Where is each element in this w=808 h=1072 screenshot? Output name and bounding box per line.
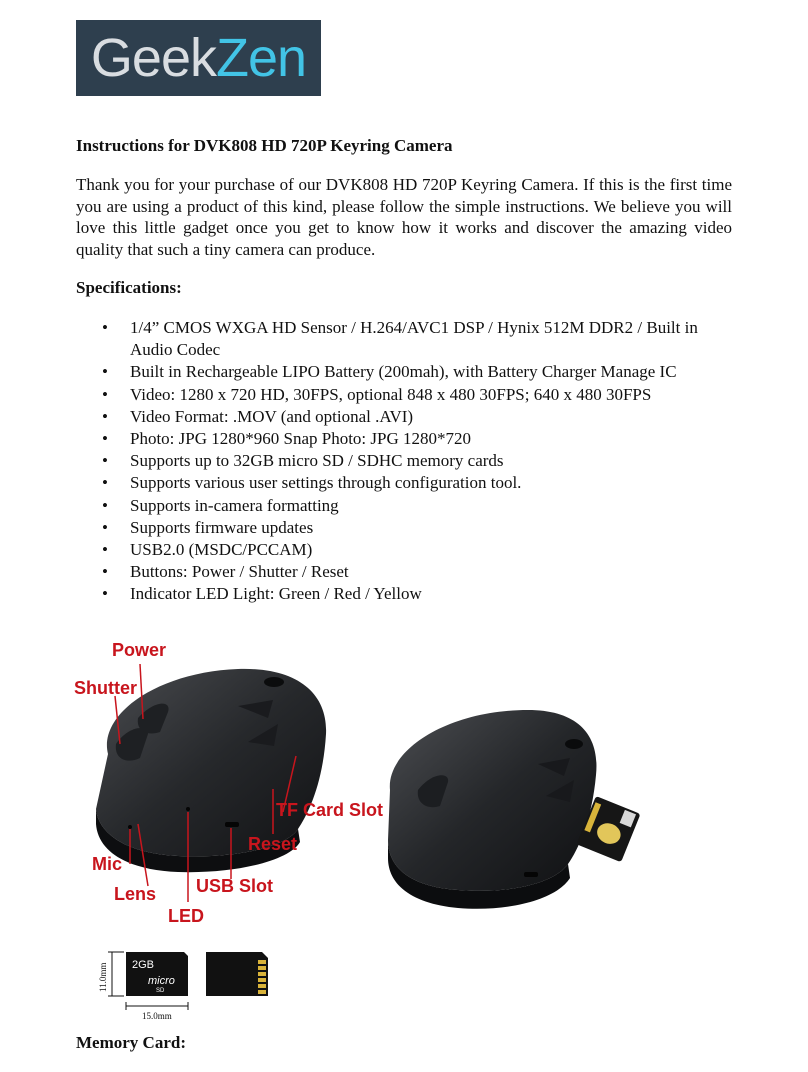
microsd-card-front [126,952,188,996]
card-capacity: 2GB [132,959,155,971]
specifications-list [76,317,736,606]
memory-card-heading: Memory Card: [76,1033,186,1052]
callout-mic: Mic [92,854,123,874]
callout-usb-slot: USB Slot [196,876,274,896]
spec-item-text: Buttons: Power / Shutter / Reset [130,562,349,582]
document-title: Instructions for DVK808 HD 720P Keyring Camera [76,136,453,155]
spec-item [76,583,736,605]
spec-item [76,495,736,517]
memory-card-illustration [96,944,286,1024]
spec-item [76,472,736,494]
callout-reset: Reset [248,834,298,854]
spec-item [76,384,736,406]
callout-shutter: Shutter [74,678,137,698]
callout-lens: Lens [114,884,157,904]
spec-item [76,428,736,450]
callout-tf-card-slot: TF Card Slot [276,800,383,820]
logo-text-zen: Zen [216,28,307,88]
bullet-icon: • [102,429,108,449]
bullet-icon: • [102,584,108,604]
spec-item-text: Video Format: .MOV (and optional .AVI) [130,406,414,426]
spec-item-text: Supports firmware updates [130,517,314,537]
card-brand-sub: SD [156,988,165,994]
spec-item [76,561,736,583]
bullet-icon: • [102,540,108,560]
height-label: 11.0mm [98,962,108,992]
keyring-hole [565,739,583,749]
width-label: 15.0mm [142,1011,172,1021]
spec-item [76,317,736,361]
memory-card-dimensions [96,944,286,1024]
usb-slot-shape [524,872,538,877]
spec-item-text: Supports various user settings through configuration tool. [130,473,522,493]
spec-item [76,450,736,472]
spec-item-text: Photo: JPG 1280*960 Snap Photo: JPG 1280*720 [130,429,471,449]
logo-text-geek: Geek [90,28,216,88]
camera-diagram [68,634,408,934]
spec-item [76,539,736,561]
spec-item-text: Video: 1280 x 720 HD, 30FPS, optional 848 x 480 30FPS; 640 x 480 30FPS [130,384,652,404]
spec-item [76,361,736,383]
geekzen-logo [76,20,321,96]
bullet-icon: • [102,517,108,537]
camera-with-card-image [378,680,668,920]
callout-power: Power [112,640,167,660]
spec-item-text: Supports up to 32GB micro SD / SDHC memory cards [130,451,504,471]
specifications-heading: Specifications: [76,278,182,297]
usb-slot-shape [225,822,239,827]
bullet-icon: • [102,473,108,493]
bullet-icon: • [102,451,108,471]
spec-item-text: USB2.0 (MSDC/PCCAM) [130,540,313,560]
spec-item-text: Built in Rechargeable LIPO Battery (200mah), with Battery Charger Manage IC [130,362,677,382]
mic-dot [128,825,132,829]
callout-led: LED [168,906,204,926]
card-brand: micro [148,975,175,987]
microsd-card-back [206,952,268,996]
keyring-hole [264,677,284,687]
camera-rear-image [378,680,668,920]
spec-item-text: Supports in-camera formatting [130,495,339,515]
bullet-icon: • [102,562,108,582]
spec-item-text: Indicator LED Light: Green / Red / Yellow [130,584,422,604]
bullet-icon: • [102,406,108,426]
spec-item-text: 1/4” CMOS WXGA HD Sensor / H.264/AVC1 DSP / Hynix 512M DDR2 / Built in Audio Codec [130,318,698,360]
intro-paragraph: Thank you for your purchase of our DVK808 HD 720P Keyring Camera. If this is the first time you are using a product of this kind, please follow the simple instructions. We believe you will love this little gadget once you get to know how it works and discover the amazing video quality that such a tiny camera can produce. [76,175,732,259]
spec-item [76,406,736,428]
bullet-icon: • [102,495,108,515]
spec-item [76,517,736,539]
bullet-icon: • [102,384,108,404]
bullet-icon: • [102,318,108,337]
bullet-icon: • [102,362,108,382]
led-dot [186,807,190,811]
